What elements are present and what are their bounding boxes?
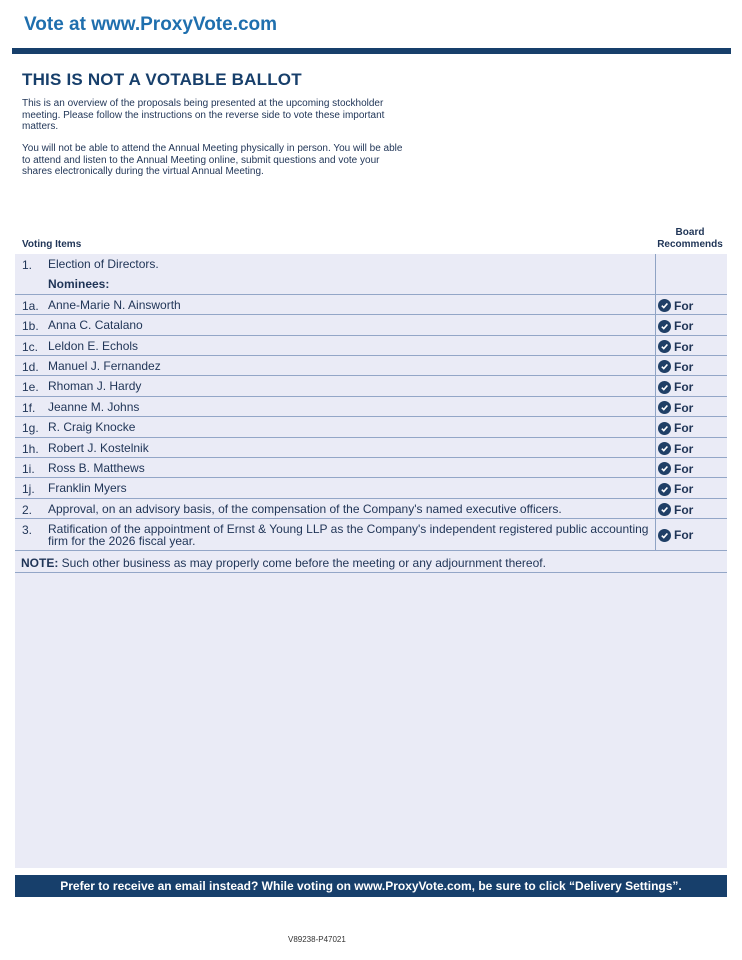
recommendation-label: For [674, 421, 694, 436]
note-label: NOTE: [21, 556, 59, 570]
item-number: 1h. [22, 441, 39, 456]
intro-paragraph-2: You will not be able to attend the Annual Meeting physically in person. You will be able to attend and listen to the Annual Meeting online, submit questions and vote your shares electronically during the virtual Annual Meeting. [22, 143, 403, 177]
intro-paragraph-1: This is an overview of the proposals being presented at the upcoming stockholder meeting. Please follow the instructions on the reverse side to vote these important matters. [22, 98, 385, 132]
item-number: 1e. [22, 380, 39, 395]
item-row-1j [15, 478, 727, 498]
recommendation [658, 380, 693, 394]
recommendation [658, 319, 693, 333]
item-row-1i [15, 458, 727, 478]
voting-items-header: Voting Items [22, 239, 82, 250]
recommendation-label: For [674, 319, 694, 334]
check-circle-icon [658, 462, 671, 475]
check-circle-icon [658, 381, 671, 394]
item-number: 1c. [22, 339, 39, 354]
item-row-1h [15, 438, 727, 458]
recommendation [658, 360, 693, 374]
item-text: Jeanne M. Johns [48, 399, 140, 414]
recommendation-label: For [674, 400, 694, 415]
item-row-1f [15, 397, 727, 417]
item-text: Robert J. Kostelnik [48, 440, 149, 455]
header-title: Vote at www.ProxyVote.com [24, 14, 278, 35]
recommendation-label: For [674, 528, 694, 543]
note-line [21, 556, 546, 570]
voting-items-list [15, 254, 727, 551]
recommendation [658, 462, 693, 476]
check-circle-icon [658, 503, 671, 516]
delivery-settings-banner: Prefer to receive an email instead? While voting on www.ProxyVote.com, be sure to click “Delivery Settings”. [15, 875, 727, 897]
recommendation [658, 421, 693, 435]
board-recommends-header [655, 227, 725, 251]
check-circle-icon [658, 529, 671, 542]
item-text: Franklin Myers [48, 481, 127, 496]
item-text: Anna C. Catalano [48, 318, 143, 333]
check-circle-icon [658, 401, 671, 414]
nominees-label-row [15, 274, 727, 294]
note-text: Such other business as may properly come before the meeting or any adjournment thereof. [58, 556, 546, 570]
item-text: Approval, on an advisory basis, of the compensation of the Company's named executive officers. [48, 501, 562, 516]
item-text: R. Craig Knocke [48, 420, 136, 435]
recommendation [658, 503, 693, 517]
recommendation [658, 442, 693, 456]
check-circle-icon [658, 320, 671, 333]
item-number: 1g. [22, 421, 39, 436]
item-number: 1b. [22, 319, 39, 334]
recommendation-label: For [674, 482, 694, 497]
recommendation [658, 401, 693, 415]
check-circle-icon [658, 422, 671, 435]
item-number: 1j. [22, 482, 35, 497]
recommendation-label: For [674, 380, 694, 395]
check-circle-icon [658, 299, 671, 312]
header-rule [12, 48, 731, 54]
item-row-1d [15, 356, 727, 376]
item-number: 2. [22, 502, 33, 517]
ballot-title: THIS IS NOT A VOTABLE BALLOT [22, 70, 302, 89]
item-text: Rhoman J. Hardy [48, 379, 142, 394]
item-row-1b [15, 315, 727, 335]
item-row-1e [15, 376, 727, 396]
item-number: 3. [22, 523, 33, 538]
recommendation [658, 340, 693, 354]
item-number: 1. [22, 258, 33, 272]
nominees-label: Nominees: [48, 277, 110, 292]
recommendation-label: For [674, 359, 694, 374]
item-row-1a [15, 295, 727, 315]
item-number: 1f. [22, 400, 36, 415]
check-circle-icon [658, 442, 671, 455]
item-text: Election of Directors. [48, 257, 159, 271]
item-number: 1i. [22, 461, 35, 476]
check-circle-icon [658, 360, 671, 373]
item-row-1 [15, 254, 727, 274]
recommendation-label: For [674, 502, 694, 517]
recommendation-label: For [674, 298, 694, 313]
item-number: 1d. [22, 359, 39, 374]
item-row-1g [15, 417, 727, 437]
note-rule [15, 572, 727, 573]
item-row-1c [15, 336, 727, 356]
recommendation-label: For [674, 461, 694, 476]
item-text: Anne-Marie N. Ainsworth [48, 297, 181, 312]
item-row-3 [15, 519, 727, 551]
check-circle-icon [658, 340, 671, 353]
board-recommends-line1: Board [675, 227, 705, 238]
recommendation [658, 482, 693, 496]
recommendation-label: For [674, 441, 694, 456]
item-row-2 [15, 499, 727, 519]
recommendation [658, 299, 693, 313]
item-text: Leldon E. Echols [48, 338, 139, 353]
check-circle-icon [658, 483, 671, 496]
recommendation-label: For [674, 339, 694, 354]
item-text: Manuel J. Fernandez [48, 358, 161, 373]
item-text: Ratification of the appointment of Ernst & Young LLP as the Company's independent registered public accounting firm for the 2026 fiscal year. [48, 522, 649, 549]
document-code: V89238-P47021 [288, 935, 346, 944]
item-number: 1a. [22, 298, 39, 313]
recommendation [658, 528, 693, 542]
board-recommends-line2: Recommends [657, 239, 723, 250]
item-text: Ross B. Matthews [48, 460, 145, 475]
